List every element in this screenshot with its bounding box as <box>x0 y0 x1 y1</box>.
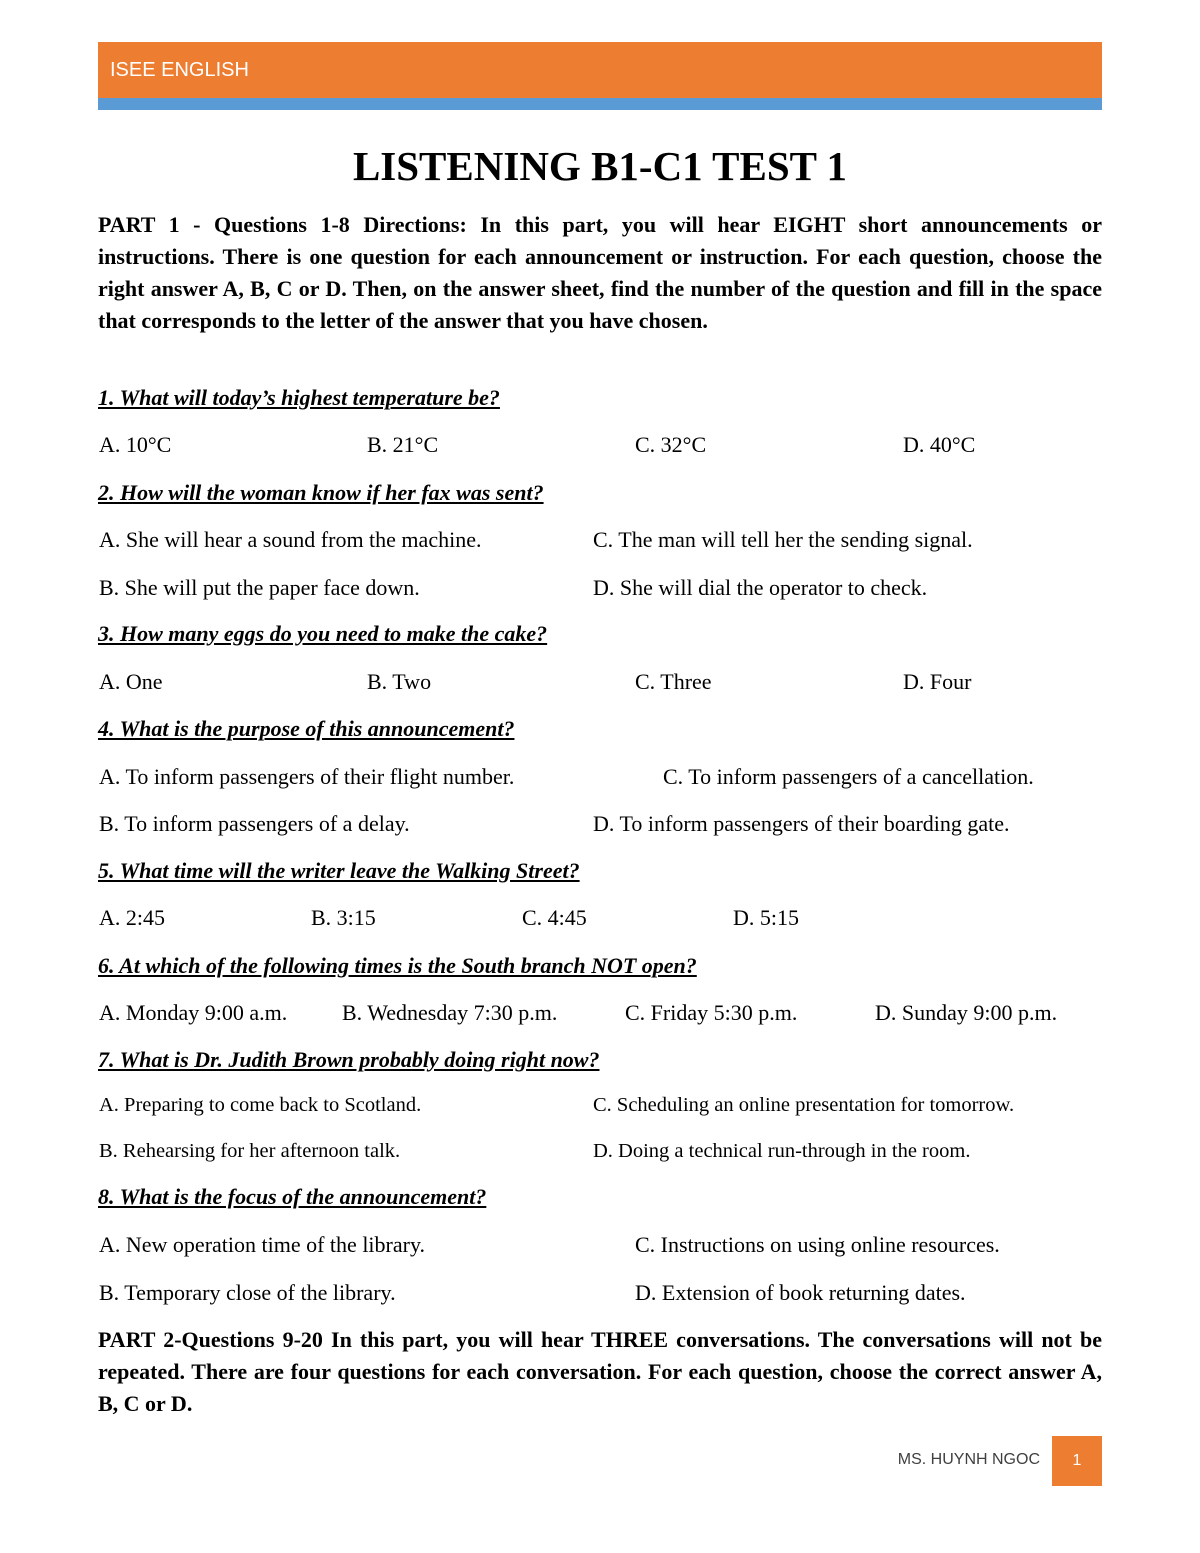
q7-option-c: C. Scheduling an online presentation for tomorrow. <box>593 1094 1015 1116</box>
q3-option-b: B. Two <box>367 669 432 694</box>
q8-option-b: B. Temporary close of the library. <box>99 1280 396 1305</box>
q6-option-c: C. Friday 5:30 p.m. <box>625 1000 798 1025</box>
q5-option-a: A. 2:45 <box>99 905 165 930</box>
header-stripe <box>98 98 1102 110</box>
q1-option-d: D. 40°C <box>903 432 976 457</box>
part2-directions: PART 2-Questions 9-20 In this part, you will hear THREE conversations. The conversations will not be repeated. There are four questions for each conversation. For each question, choose the correct answer A, B, C or D. <box>98 1327 1102 1416</box>
question-8: 8. What is the focus of the announcement? <box>98 1184 487 1209</box>
q1-option-b: B. 21°C <box>367 432 439 457</box>
q8-option-c: C. Instructions on using online resources. <box>635 1232 1000 1257</box>
q4-option-d: D. To inform passengers of their boarding gate. <box>593 811 1010 836</box>
q4-option-c: C. To inform passengers of a cancellation. <box>663 764 1034 789</box>
q2-option-d: D. She will dial the operator to check. <box>593 575 928 600</box>
q5-option-d: D. 5:15 <box>733 905 799 930</box>
q3-option-c: C. Three <box>635 669 712 694</box>
q8-option-d: D. Extension of book returning dates. <box>635 1280 966 1305</box>
question-7: 7. What is Dr. Judith Brown probably doing right now? <box>98 1047 600 1072</box>
q3-option-d: D. Four <box>903 669 972 694</box>
question-2: 2. How will the woman know if her fax was sent? <box>98 480 544 505</box>
q6-option-a: A. Monday 9:00 a.m. <box>99 1000 288 1025</box>
q5-option-b: B. 3:15 <box>311 905 376 930</box>
q2-option-b: B. She will put the paper face down. <box>99 575 420 600</box>
question-5: 5. What time will the writer leave the Walking Street? <box>98 858 580 883</box>
q6-option-b: B. Wednesday 7:30 p.m. <box>342 1000 558 1025</box>
q4-option-a: A. To inform passengers of their flight number. <box>99 764 515 789</box>
q5-option-c: C. 4:45 <box>522 905 587 930</box>
q3-option-a: A. One <box>99 669 163 694</box>
q7-option-a: A. Preparing to come back to Scotland. <box>99 1094 422 1116</box>
header-label: ISEE ENGLISH <box>110 59 249 81</box>
question-3: 3. How many eggs do you need to make the cake? <box>98 621 548 646</box>
question-4: 4. What is the purpose of this announcement? <box>98 716 515 741</box>
q2-option-a: A. She will hear a sound from the machine. <box>99 527 482 552</box>
q6-option-d: D. Sunday 9:00 p.m. <box>875 1000 1058 1025</box>
question-1: 1. What will today’s highest temperature be? <box>98 385 500 410</box>
q2-option-c: C. The man will tell her the sending signal. <box>593 527 973 552</box>
q1-option-c: C. 32°C <box>635 432 707 457</box>
page-title: LISTENING B1-C1 TEST 1 <box>352 143 848 189</box>
question-6: 6. At which of the following times is the South branch NOT open? <box>98 953 697 978</box>
q8-option-a: A. New operation time of the library. <box>99 1232 426 1257</box>
part1-directions: PART 1 - Questions 1-8 Directions: In this part, you will hear EIGHT short announcements or instructions. There is one question for each announcement or instruction. For each question, choose the right answer A, B, C or D. Then, on the answer sheet, find the number of the question and fill in the space that corresponds to the letter of the answer that you have chosen. <box>98 212 1102 333</box>
page-number: 1 <box>1052 1436 1102 1486</box>
footer-author: MS. HUYNH NGOC <box>897 1451 1040 1468</box>
q7-option-b: B. Rehearsing for her afternoon talk. <box>99 1140 401 1162</box>
q1-option-a: A. 10°C <box>99 432 172 457</box>
q4-option-b: B. To inform passengers of a delay. <box>99 811 410 836</box>
q7-option-d: D. Doing a technical run-through in the room. <box>593 1140 971 1162</box>
